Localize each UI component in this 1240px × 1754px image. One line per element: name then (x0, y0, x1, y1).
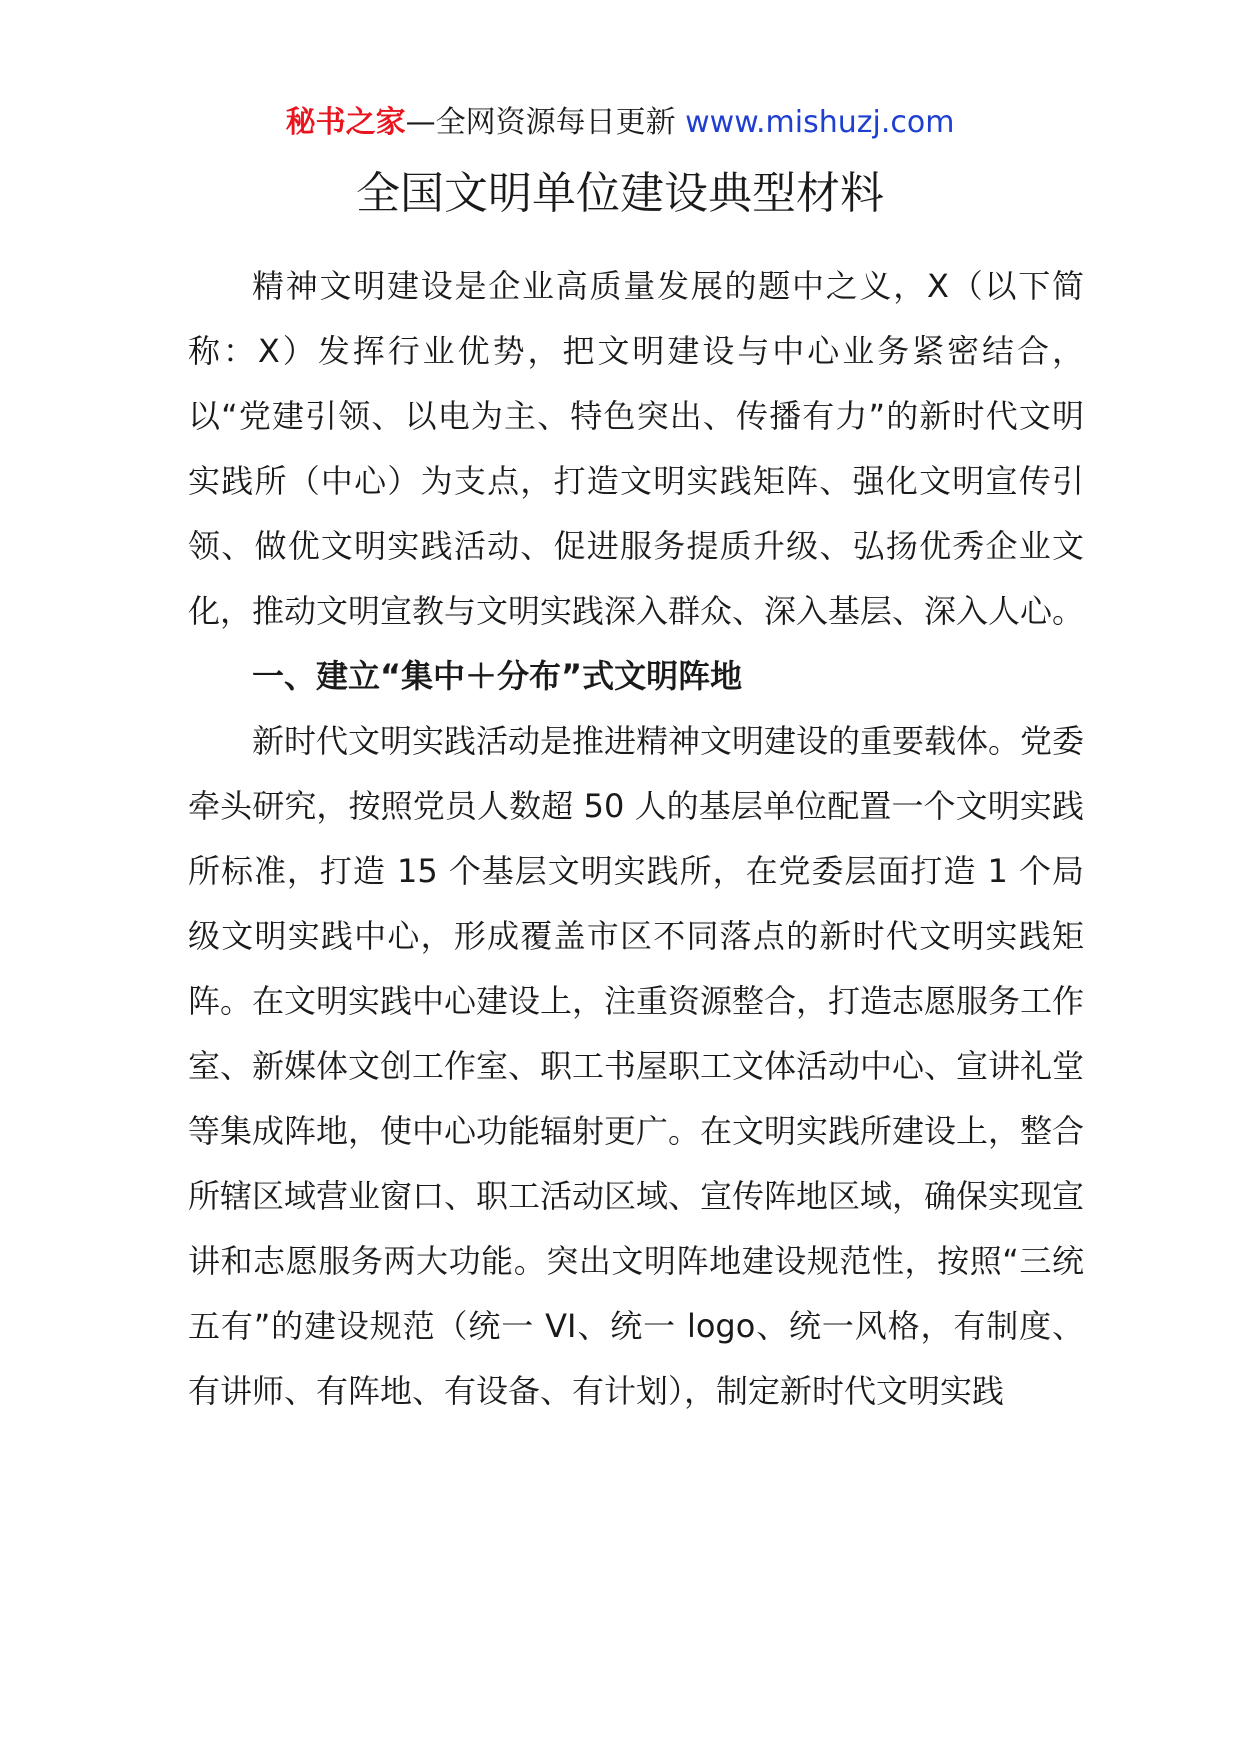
page-header (0, 100, 1240, 146)
section-paragraph: 新时代文明实践活动是推进精神文明建设的重要载体。党委牵头研究，按照党员人数超 50 人的基层单位配置一个文明实践所标准，打造 15 个基层文明实践所，在党委层面打造 1 个局级文明实践中心，形成覆盖市区不同落点的新时代文明实践矩阵。在文明实践中心建设上，注重资源整合，打造志愿服务工作室、新媒体文创工作室、职工书屋职工文体活动中心、宣讲礼堂等集成阵地，使中心功能辐射更广。在文明实践所建设上，整合所辖区域营业窗口、职工活动区域、宣传阵地区域，确保实现宣讲和志愿服务两大功能。突出文明阵地建设规范性，按照“三统五有”的建设规范（统一 VI、统一 logo、统一风格，有制度、有讲师、有阵地、有设备、有计划），制定新时代文明实践 (188, 722, 1085, 1410)
document-body (188, 254, 1084, 1424)
website-link[interactable]: www.mishuzj.com (685, 105, 955, 140)
header-tagline: —全网资源每日更新 (405, 105, 686, 140)
intro-paragraph: 精神文明建设是企业高质量发展的题中之义，X（以下简称：X）发挥行业优势，把文明建设与中心业务紧密结合，以“党建引领、以电为主、特色突出、传播有力”的新时代文明实践所（中心）为支点，打造文明实践矩阵、强化文明宣传引领、做优文明实践活动、促进服务提质升级、弘扬优秀企业文化，推动文明宣教与文明实践深入群众、深入基层、深入人心。 (188, 267, 1085, 630)
section-heading: 一、建立“集中＋分布”式文明阵地 (252, 657, 743, 695)
brand-name: 秘书之家 (285, 105, 406, 140)
document-title: 全国文明单位建设典型材料 (356, 168, 884, 219)
